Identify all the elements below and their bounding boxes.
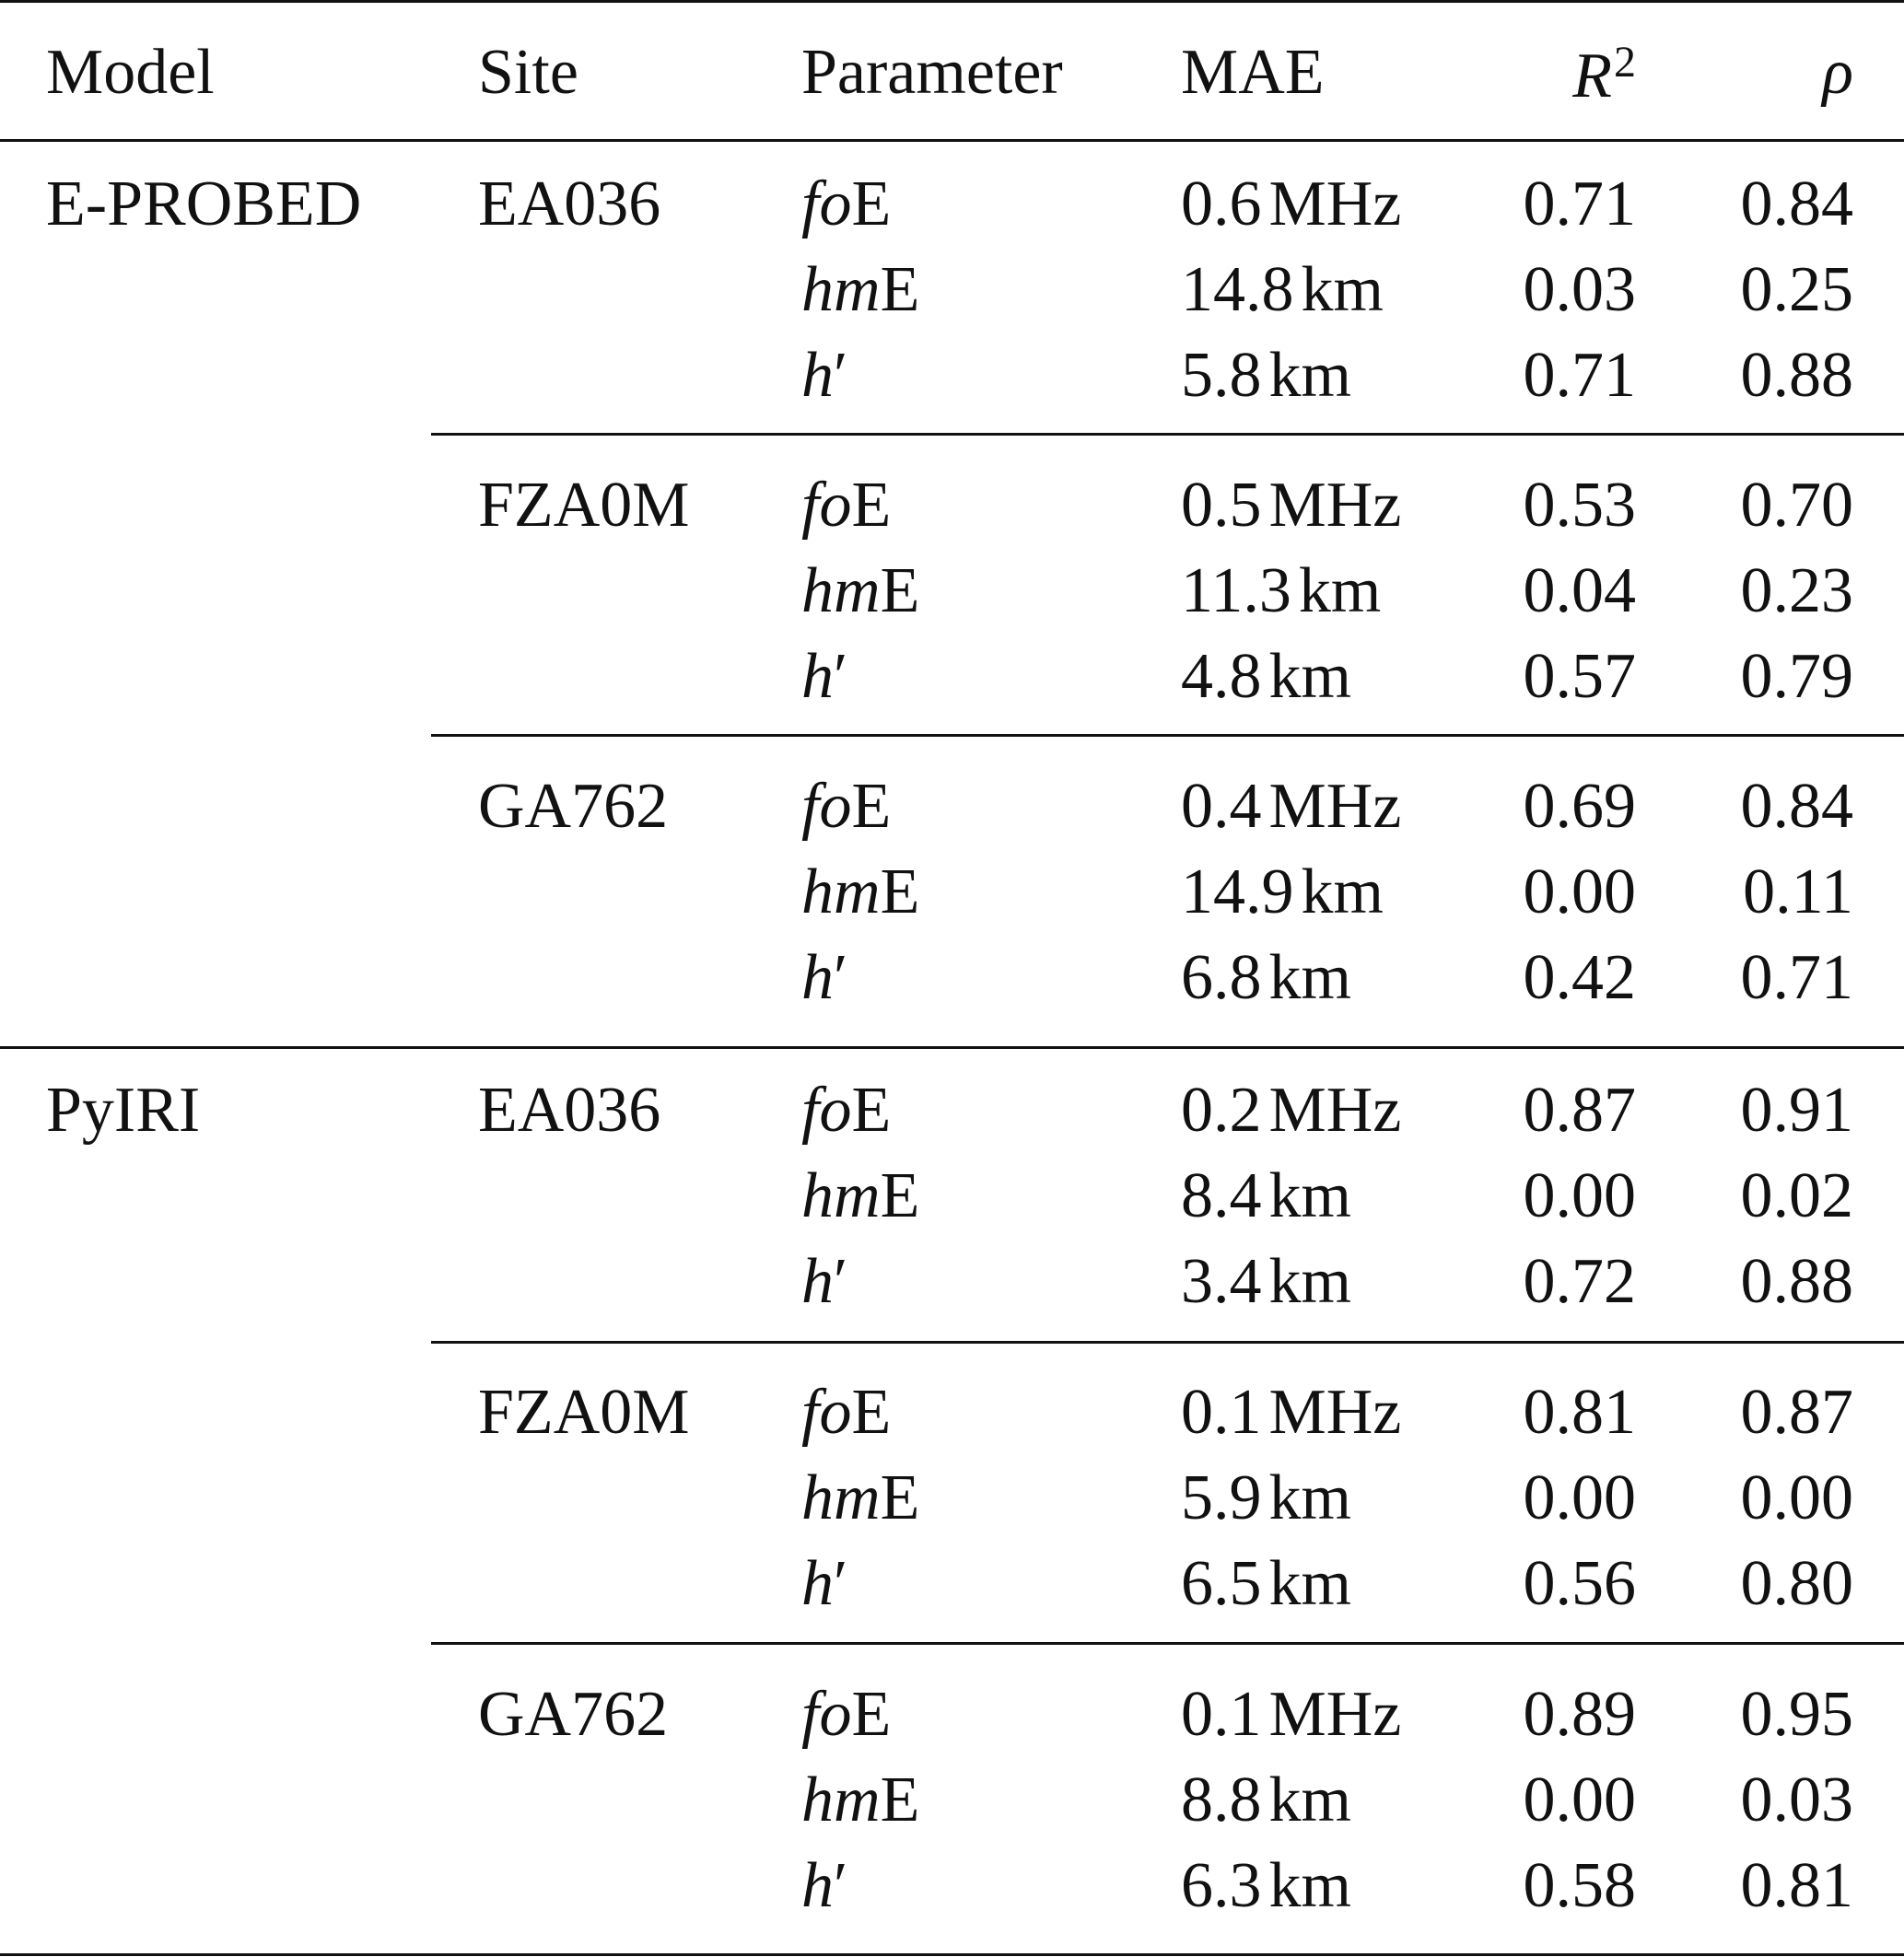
r2-value: 0.71: [1523, 169, 1636, 239]
mae-number: 0.4: [1181, 771, 1262, 842]
rho-value: 0.03: [1740, 1765, 1853, 1835]
parameter-italic-part: fo: [801, 169, 852, 239]
parameter-name: [801, 470, 892, 541]
site-name: EA036: [478, 169, 661, 239]
rho-value: 0.11: [1743, 856, 1853, 927]
mae-number: 0.1: [1181, 1377, 1262, 1448]
rho-value: 0.95: [1740, 1679, 1853, 1750]
parameter-upright-part: ′: [834, 1850, 848, 1921]
mae-value: [1181, 1075, 1402, 1146]
rho-value: 0.91: [1740, 1075, 1853, 1146]
parameter-upright-part: E: [851, 771, 892, 842]
r2-value: 0.04: [1523, 555, 1636, 626]
parameter-italic-part: hm: [801, 1160, 881, 1231]
mae-value: [1181, 771, 1402, 842]
r2-value: 0.03: [1523, 254, 1636, 325]
mae-value: [1181, 254, 1384, 325]
mae-unit: km: [1268, 1765, 1351, 1835]
parameter-italic-part: hm: [801, 1765, 881, 1835]
mae-unit: MHz: [1268, 470, 1402, 541]
r2-value: 0.89: [1523, 1679, 1636, 1750]
r2-value: 0.87: [1523, 1075, 1636, 1146]
mae-value: [1181, 856, 1384, 927]
parameter-upright-part: E: [880, 254, 920, 325]
rho-value: 0.00: [1740, 1462, 1853, 1533]
parameter-upright-part: E: [851, 1075, 892, 1146]
r2-value: 0.00: [1523, 1160, 1636, 1231]
mae-number: 8.8: [1181, 1765, 1262, 1835]
rho-value: 0.88: [1740, 1246, 1853, 1317]
parameter-upright-part: ′: [834, 1246, 848, 1317]
site-group-rule: [431, 1642, 1904, 1645]
mae-unit: km: [1268, 1160, 1351, 1231]
parameter-italic-part: hm: [801, 254, 881, 325]
mae-value: [1181, 1462, 1351, 1533]
r2-value: 0.00: [1523, 1462, 1636, 1533]
parameter-upright-part: ′: [834, 1548, 848, 1619]
parameter-upright-part: ′: [834, 340, 848, 411]
model-name: E-PROBED: [46, 169, 362, 239]
mae-value: [1181, 1850, 1351, 1921]
mae-number: 5.8: [1181, 340, 1262, 411]
mae-number: 0.6: [1181, 169, 1262, 239]
mae-number: 0.1: [1181, 1679, 1262, 1750]
r2-value: 0.81: [1523, 1377, 1636, 1448]
mae-value: [1181, 1765, 1351, 1835]
r2-value: 0.57: [1523, 641, 1636, 712]
mae-unit: MHz: [1268, 1377, 1402, 1448]
mae-value: [1181, 169, 1402, 239]
mae-number: 3.4: [1181, 1246, 1262, 1317]
model-group-rule: [0, 1046, 1904, 1049]
mae-number: 8.4: [1181, 1160, 1262, 1231]
mae-number: 11.3: [1181, 555, 1291, 626]
site-name: EA036: [478, 1075, 661, 1146]
mae-number: 14.9: [1181, 856, 1294, 927]
parameter-upright-part: E: [851, 169, 892, 239]
mae-number: 14.8: [1181, 254, 1294, 325]
parameter-name: [801, 1160, 920, 1231]
parameter-upright-part: E: [880, 856, 920, 927]
header-r2-exponent: 2: [1614, 38, 1636, 87]
parameter-name: [801, 942, 848, 1013]
mae-number: 6.5: [1181, 1548, 1262, 1619]
mae-value: [1181, 1377, 1402, 1448]
mae-unit: MHz: [1268, 1075, 1402, 1146]
parameter-name: [801, 1679, 892, 1750]
parameter-name: [801, 340, 848, 411]
parameter-italic-part: h: [801, 1246, 834, 1317]
r2-value: 0.58: [1523, 1850, 1636, 1921]
mae-number: 0.5: [1181, 470, 1262, 541]
site-name: FZA0M: [478, 1377, 690, 1448]
r2-value: 0.53: [1523, 470, 1636, 541]
parameter-name: [801, 1765, 920, 1835]
mae-unit: MHz: [1268, 169, 1402, 239]
parameter-italic-part: fo: [801, 1075, 852, 1146]
parameter-italic-part: fo: [801, 1377, 852, 1448]
rho-value: 0.84: [1740, 169, 1853, 239]
mae-value: [1181, 555, 1382, 626]
header-r2: [1572, 38, 1636, 111]
mae-value: [1181, 1246, 1351, 1317]
mae-number: 6.8: [1181, 942, 1262, 1013]
mae-unit: km: [1268, 1548, 1351, 1619]
parameter-name: [801, 254, 920, 325]
r2-value: 0.00: [1523, 856, 1636, 927]
parameter-name: [801, 1548, 848, 1619]
mae-unit: km: [1268, 1246, 1351, 1317]
r2-value: 0.42: [1523, 942, 1636, 1013]
model-name: PyIRI: [46, 1075, 201, 1146]
mae-unit: km: [1268, 340, 1351, 411]
site-group-rule: [431, 1341, 1904, 1344]
parameter-name: [801, 1377, 892, 1448]
parameter-name: [801, 771, 892, 842]
rho-value: 0.81: [1740, 1850, 1853, 1921]
parameter-italic-part: h: [801, 1850, 834, 1921]
parameter-italic-part: h: [801, 641, 834, 712]
parameter-italic-part: h: [801, 1548, 834, 1619]
parameter-upright-part: E: [880, 1462, 920, 1533]
site-name: FZA0M: [478, 470, 690, 541]
r2-value: 0.72: [1523, 1246, 1636, 1317]
table-bottom-rule: [0, 1953, 1904, 1956]
mae-number: 0.2: [1181, 1075, 1262, 1146]
parameter-italic-part: h: [801, 340, 834, 411]
site-name: GA762: [478, 1679, 669, 1750]
parameter-name: [801, 1850, 848, 1921]
mae-value: [1181, 470, 1402, 541]
parameter-name: [801, 1246, 848, 1317]
parameter-upright-part: E: [851, 470, 892, 541]
r2-value: 0.56: [1523, 1548, 1636, 1619]
mae-value: [1181, 1679, 1402, 1750]
parameter-italic-part: hm: [801, 856, 881, 927]
header-rho: ρ: [1822, 37, 1853, 108]
header-parameter: Parameter: [801, 37, 1063, 108]
r2-value: 0.00: [1523, 1765, 1636, 1835]
site-name: GA762: [478, 771, 669, 842]
header-site: Site: [478, 37, 578, 108]
parameter-italic-part: hm: [801, 555, 881, 626]
table-top-rule: [0, 0, 1904, 3]
site-group-rule: [431, 734, 1904, 737]
mae-unit: MHz: [1268, 1679, 1402, 1750]
parameter-upright-part: ′: [834, 641, 848, 712]
mae-value: [1181, 1548, 1351, 1619]
r2-value: 0.71: [1523, 340, 1636, 411]
parameter-italic-part: fo: [801, 1679, 852, 1750]
parameter-upright-part: ′: [834, 942, 848, 1013]
rho-value: 0.23: [1740, 555, 1853, 626]
parameter-italic-part: hm: [801, 1462, 881, 1533]
mae-value: [1181, 1160, 1351, 1231]
parameter-name: [801, 169, 892, 239]
mae-unit: km: [1268, 641, 1351, 712]
parameter-upright-part: E: [880, 1160, 920, 1231]
header-mae: MAE: [1181, 37, 1325, 108]
mae-number: 5.9: [1181, 1462, 1262, 1533]
parameter-upright-part: E: [880, 1765, 920, 1835]
mae-number: 6.3: [1181, 1850, 1262, 1921]
rho-value: 0.70: [1740, 470, 1853, 541]
rho-value: 0.25: [1740, 254, 1853, 325]
rho-value: 0.88: [1740, 340, 1853, 411]
r2-value: 0.69: [1523, 771, 1636, 842]
parameter-name: [801, 555, 920, 626]
mae-unit: km: [1301, 856, 1384, 927]
mae-unit: km: [1268, 942, 1351, 1013]
parameter-upright-part: E: [851, 1377, 892, 1448]
mae-value: [1181, 942, 1351, 1013]
rho-value: 0.84: [1740, 771, 1853, 842]
mae-unit: km: [1268, 1850, 1351, 1921]
mae-unit: km: [1298, 555, 1382, 626]
mae-value: [1181, 641, 1351, 712]
rho-value: 0.87: [1740, 1377, 1853, 1448]
parameter-upright-part: E: [851, 1679, 892, 1750]
mae-value: [1181, 340, 1351, 411]
parameter-name: [801, 856, 920, 927]
rho-value: 0.80: [1740, 1548, 1853, 1619]
parameter-italic-part: fo: [801, 771, 852, 842]
header-model: Model: [46, 37, 215, 108]
parameter-name: [801, 1462, 920, 1533]
mae-unit: km: [1301, 254, 1384, 325]
parameter-italic-part: fo: [801, 470, 852, 541]
mae-number: 4.8: [1181, 641, 1262, 712]
mae-unit: km: [1268, 1462, 1351, 1533]
parameter-name: [801, 1075, 892, 1146]
mae-unit: MHz: [1268, 771, 1402, 842]
header-rule: [0, 139, 1904, 142]
parameter-italic-part: h: [801, 942, 834, 1013]
rho-value: 0.02: [1740, 1160, 1853, 1231]
rho-value: 0.79: [1740, 641, 1853, 712]
rho-value: 0.71: [1740, 942, 1853, 1013]
parameter-name: [801, 641, 848, 712]
header-r2-letter: R: [1572, 41, 1612, 111]
site-group-rule: [431, 433, 1904, 436]
parameter-upright-part: E: [880, 555, 920, 626]
